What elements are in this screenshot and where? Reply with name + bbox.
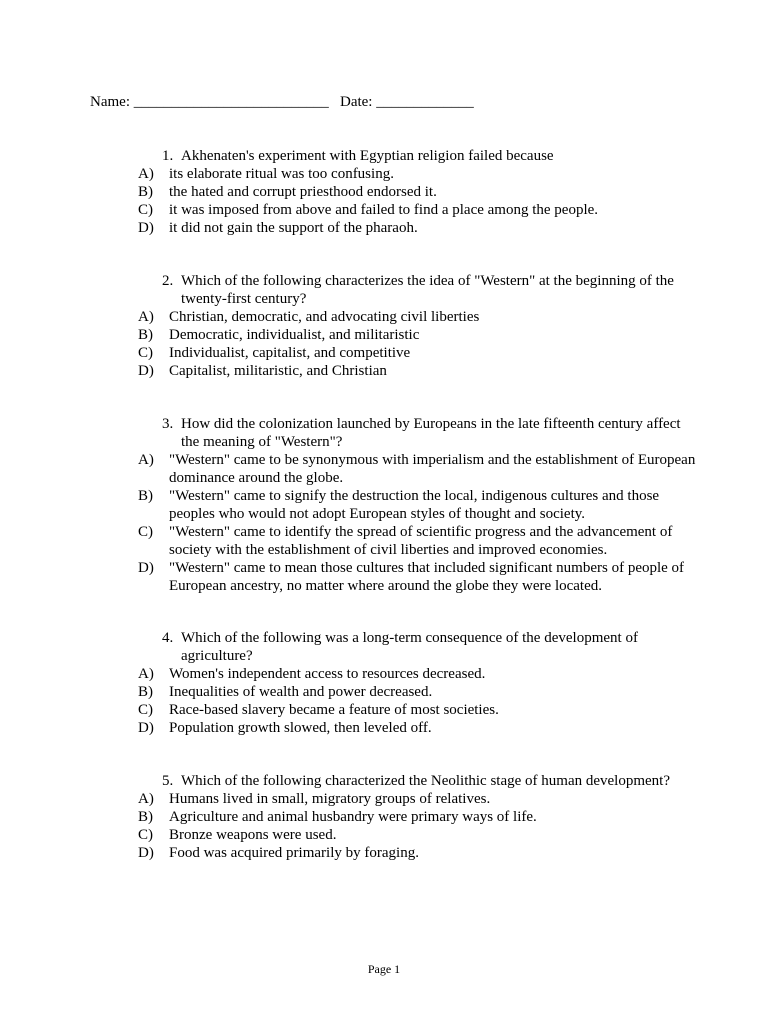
question-4 bbox=[138, 629, 698, 737]
choice-letter: C) bbox=[138, 202, 153, 218]
choice-text: Bronze weapons were used. bbox=[169, 827, 337, 843]
name-blank: __________________________ bbox=[133, 94, 329, 110]
name-label: Name: bbox=[90, 94, 130, 110]
question-stem bbox=[138, 272, 698, 308]
choice-b bbox=[138, 183, 698, 201]
choice-letter: B) bbox=[138, 684, 153, 700]
choice-b bbox=[138, 683, 698, 701]
choice-a bbox=[138, 665, 698, 683]
choice-b bbox=[138, 326, 698, 344]
choice-text: Inequalities of wealth and power decreased. bbox=[169, 684, 433, 700]
question-number: 1. bbox=[162, 148, 174, 164]
question-2 bbox=[138, 272, 698, 380]
date-label: Date: bbox=[339, 94, 373, 110]
choice-letter: A) bbox=[138, 166, 154, 182]
choice-letter: A) bbox=[138, 452, 154, 468]
date-blank: _____________ bbox=[376, 94, 474, 110]
question-stem bbox=[138, 147, 698, 165]
choice-text: Christian, democratic, and advocating civil liberties bbox=[169, 309, 480, 325]
question-text: Which of the following characterizes the idea of "Western" at the beginning of the twenty-first century? bbox=[181, 273, 674, 307]
choice-a bbox=[138, 308, 698, 326]
choice-letter: B) bbox=[138, 327, 153, 343]
question-number: 4. bbox=[162, 630, 174, 646]
choice-text: Food was acquired primarily by foraging. bbox=[169, 845, 419, 861]
choice-letter: C) bbox=[138, 702, 153, 718]
choice-c bbox=[138, 201, 698, 219]
choice-letter: D) bbox=[138, 363, 154, 379]
choice-letter: D) bbox=[138, 845, 154, 861]
question-number: 5. bbox=[162, 773, 174, 789]
question-number: 3. bbox=[162, 416, 174, 432]
question-stem bbox=[138, 772, 698, 790]
choice-letter: A) bbox=[138, 666, 154, 682]
choice-text: Women's independent access to resources decreased. bbox=[169, 666, 486, 682]
question-3 bbox=[138, 415, 698, 595]
question-number: 2. bbox=[162, 273, 174, 289]
question-5 bbox=[138, 772, 698, 862]
choice-letter: B) bbox=[138, 184, 153, 200]
choice-text: "Western" came to signify the destruction the local, indigenous cultures and those peoples who would not adopt European styles of thought and society. bbox=[169, 488, 660, 522]
choice-text: it was imposed from above and failed to find a place among the people. bbox=[169, 202, 599, 218]
choice-letter: B) bbox=[138, 488, 153, 504]
choice-letter: B) bbox=[138, 809, 153, 825]
choice-d bbox=[138, 219, 698, 237]
choice-text: Humans lived in small, migratory groups of relatives. bbox=[169, 791, 491, 807]
choice-d bbox=[138, 719, 698, 737]
choice-c bbox=[138, 523, 698, 559]
choice-d bbox=[138, 362, 698, 380]
choice-text: Individualist, capitalist, and competitive bbox=[169, 345, 411, 361]
choice-text: "Western" came to mean those cultures that included significant numbers of people of European ancestry, no matter where around the globe they were located. bbox=[169, 560, 685, 594]
question-text: How did the colonization launched by Europeans in the late fifteenth century affect the meaning of "Western"? bbox=[181, 416, 681, 450]
question-1 bbox=[138, 147, 698, 237]
choice-text: Race-based slavery became a feature of most societies. bbox=[169, 702, 499, 718]
choice-c bbox=[138, 701, 698, 719]
choice-text: Capitalist, militaristic, and Christian bbox=[169, 363, 387, 379]
choice-b bbox=[138, 487, 698, 523]
choice-d bbox=[138, 559, 698, 595]
choice-a bbox=[138, 790, 698, 808]
choice-letter: A) bbox=[138, 309, 154, 325]
choice-letter: C) bbox=[138, 827, 153, 843]
choice-c bbox=[138, 344, 698, 362]
choice-text: Agriculture and animal husbandry were primary ways of life. bbox=[169, 809, 537, 825]
question-stem bbox=[138, 629, 698, 665]
choice-a bbox=[138, 451, 698, 487]
choice-b bbox=[138, 808, 698, 826]
choice-text: the hated and corrupt priesthood endorsed it. bbox=[169, 184, 437, 200]
choice-text: Population growth slowed, then leveled off. bbox=[169, 720, 432, 736]
choice-text: its elaborate ritual was too confusing. bbox=[169, 166, 394, 182]
choice-text: "Western" came to identify the spread of scientific progress and the advancement of society with the establishment of civil liberties and improved economies. bbox=[169, 524, 673, 558]
question-text: Which of the following characterized the Neolithic stage of human development? bbox=[181, 773, 670, 789]
choice-letter: C) bbox=[138, 345, 153, 361]
choice-a bbox=[138, 165, 698, 183]
choice-letter: D) bbox=[138, 220, 154, 236]
question-text: Which of the following was a long-term consequence of the development of agriculture? bbox=[181, 630, 638, 664]
choice-letter: C) bbox=[138, 524, 153, 540]
page-number: Page 1 bbox=[367, 962, 401, 976]
question-text: Akhenaten's experiment with Egyptian religion failed because bbox=[181, 148, 554, 164]
choice-text: Democratic, individualist, and militaristic bbox=[169, 327, 420, 343]
choice-c bbox=[138, 826, 698, 844]
choice-d bbox=[138, 844, 698, 862]
name-date-line bbox=[90, 93, 474, 111]
question-stem bbox=[138, 415, 698, 451]
choice-letter: D) bbox=[138, 720, 154, 736]
choice-letter: A) bbox=[138, 791, 154, 807]
choice-text: it did not gain the support of the pharaoh. bbox=[169, 220, 418, 236]
choice-text: "Western" came to be synonymous with imperialism and the establishment of European dominance around the globe. bbox=[169, 452, 696, 486]
choice-letter: D) bbox=[138, 560, 154, 576]
